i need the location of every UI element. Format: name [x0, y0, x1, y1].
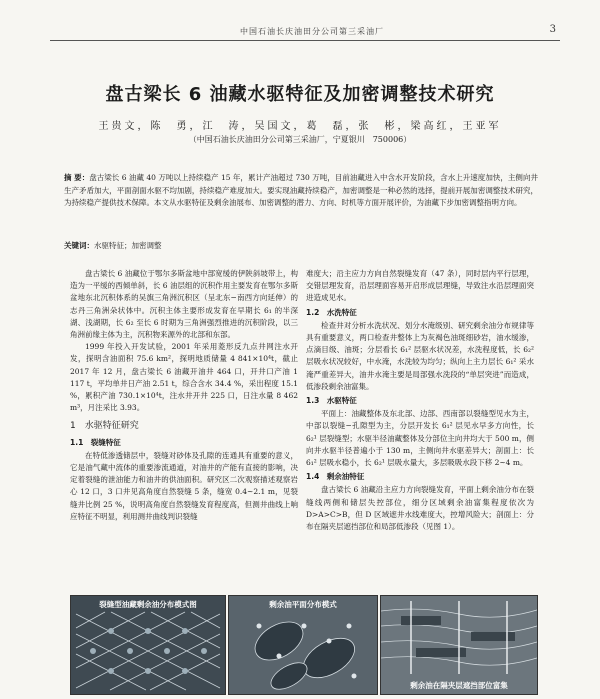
- affiliation: （中国石油长庆油田分公司第三采油厂，宁夏银川 750006）: [188, 135, 412, 144]
- abstract-text: 盘古梁长 6 油藏 40 万吨以上持续稳产 15 年，累计产油超过 730 万吨，目前油藏进入中含水开发阶段，含水上升速度加快，主侧向井生产矛盾加大，平面剖面水驱不均加剧，持续稳产难度加大。要实现油藏持续稳产，加密调整是一种必然的选择，提前开展加密调整技术研究，为持续稳产提供技术保障。本文从水驱特征及剩余油展布、加密调整的潜力、方向、时机等方面开展评价，为油藏下步加密调整指明方向。: [64, 173, 538, 207]
- abstract-label: 摘 要：: [64, 173, 90, 182]
- figure-caption-3: 剩余油在隔夹层遮挡部位富集: [410, 681, 508, 690]
- subsection-heading-1-2: 1.2 水洗特征: [306, 307, 357, 317]
- figure-panel-plane-distribution: [228, 595, 378, 695]
- keywords-label: 关键词：: [64, 241, 94, 250]
- remaining-oil-paragraph: 盘古梁长 6 油藏沿主应力方向裂缝发育，平面上剩余油分布在裂缝线两侧和储层失控部位，细分区域剩余油富集程度依次为 D>A>C>B，但 D 区域遮井水线难度大，控增风险大；剖面上：分布在隔夹层遮挡部位和局部低渗段（见图 1）。: [306, 485, 534, 532]
- figure-caption-1: 裂缝型油藏剩余油分布模式图: [99, 600, 197, 609]
- figure-1-panels: [70, 595, 536, 693]
- keywords: [64, 240, 538, 251]
- fracture-paragraph-cont: 难度大；沿主应力方向自然裂缝发育（47 条），同时层内平行层理，交错层理发育，沿层理面容易开启形成层理缝，导致注水沿层理面突进造成见水。: [306, 269, 534, 303]
- abstract: [64, 172, 538, 210]
- waterflood-paragraph: 平面上：油藏整体及东北部、边部、西南部以裂缝型见水为主，中部以裂缝−孔隙型为主，分层开发长 6₁² 层见水早多方向性，长 6₂¹ 层裂缝型；水驱半径油藏整体及分部位主向井均大于 500 m，侧向井水驱半径普遍小于 130 m，主侧向井水驱差异大；剖面上：长 6₁² 层吸水稳小，长 6₂¹ 层吸水量大，多层吸吸水段下移 2~4 m。: [306, 409, 534, 468]
- page-number: 3: [549, 24, 556, 35]
- section-heading-1: 1 水驱特征研究: [70, 421, 139, 432]
- fracture-model-graphic: [71, 596, 225, 694]
- keywords-text: 水驱特征；加密调整: [94, 241, 162, 250]
- plane-distribution-graphic: [229, 596, 377, 694]
- washing-paragraph: 检查井对分析水洗状况、划分水淹级别、研究剩余油分布规律等具有重要意义，两口检查井整体上为灰褐色油斑细砂岩，油水缓渗，点滴目级、油斑；分层看长 6₁² 层驱水状况差，水洗程度低，长 6₂² 层吸水状况较好，中水淹，水洗较为均匀；纵向上主力层长 6₁² 采水淹严重差异大，油井水淹主要是局部强水洗段的“单层突进”而造成，低渗段剩余油富集。: [306, 320, 534, 391]
- figure-panel-fracture-model: [70, 595, 226, 695]
- figure-panel-interlayer: [380, 595, 538, 695]
- running-header: [50, 26, 560, 41]
- fracture-paragraph: 在特低渗透储层中，裂缝对砂体及孔隙的连通具有重要的意义，它是油气藏中流体的重要渗流通道，对油井的产能有直接的影响，决定着裂缝的泄油能力和油井的供油面积。研究区二次观察描述观察岩心 12 口，3 口井见高角度自然裂缝 5 条，缝宽 0.4~2.1 m，见裂缝井比例 25 %，说明高角度自然裂缝发育程度高，但测井曲线上响应特征不明显，利用测井曲线判识裂缝: [70, 450, 298, 521]
- subsection-heading-1-4: 1.4 剩余油特征: [306, 472, 365, 482]
- right-column: [306, 268, 534, 533]
- author-list: 王贵文，陈 勇，江 涛，吴国文，葛 磊，张 彬，梁高红，王亚军: [98, 121, 502, 132]
- intro-paragraph-1: 盘古梁长 6 油藏位于鄂尔多斯盆地中部宽缓的伊陕斜坡带上，构造为一平缓的西倾单斜，长 6 油层组的沉积作用主要发育在鄂尔多斯盆地东北沉积体系的吴旗三角洲沉积区（呈北东−南西方向延伸）的志丹三角洲朵状体中。沉积主体主要形成发育在早期长 6₁ 的半深湖、浅湖期，长 6₂ 至长 6 时期为三角洲强烈推进的沉积阶段，以三角洲前缘主体为主，沉积物来源外的北部和东部。: [70, 269, 298, 340]
- journal-header-text: 中国石油长庆油田分公司第三采油厂: [240, 27, 384, 36]
- intro-paragraph-2: 1999 年投入开发试验，2001 年采用菱形反九点井网注水开发，探明含油面积 75.6 km²，探明地质储量 4 841×10⁴t，截止 2017 年 12 月，盘古梁长 6 油藏开油井 464 口，开井口产油 1 117 t，平均单井日产油 2.51 t，综合含水 34.4 %，采出程度 15.1 %，累积产油 730.1×10⁴t，注水井开井 225 口，日注水量 8 462 m³，月注采比 3.93。: [70, 342, 298, 413]
- figure-caption-2: 剩余油平面分布模式: [269, 600, 337, 609]
- left-column: [70, 268, 298, 523]
- paper-title: 盘古梁长 6 油藏水驱特征及加密调整技术研究: [105, 84, 495, 105]
- subsection-heading-1-3: 1.3 水驱特征: [306, 396, 357, 406]
- subsection-heading-1-1: 1.1 裂缝特征: [70, 437, 121, 447]
